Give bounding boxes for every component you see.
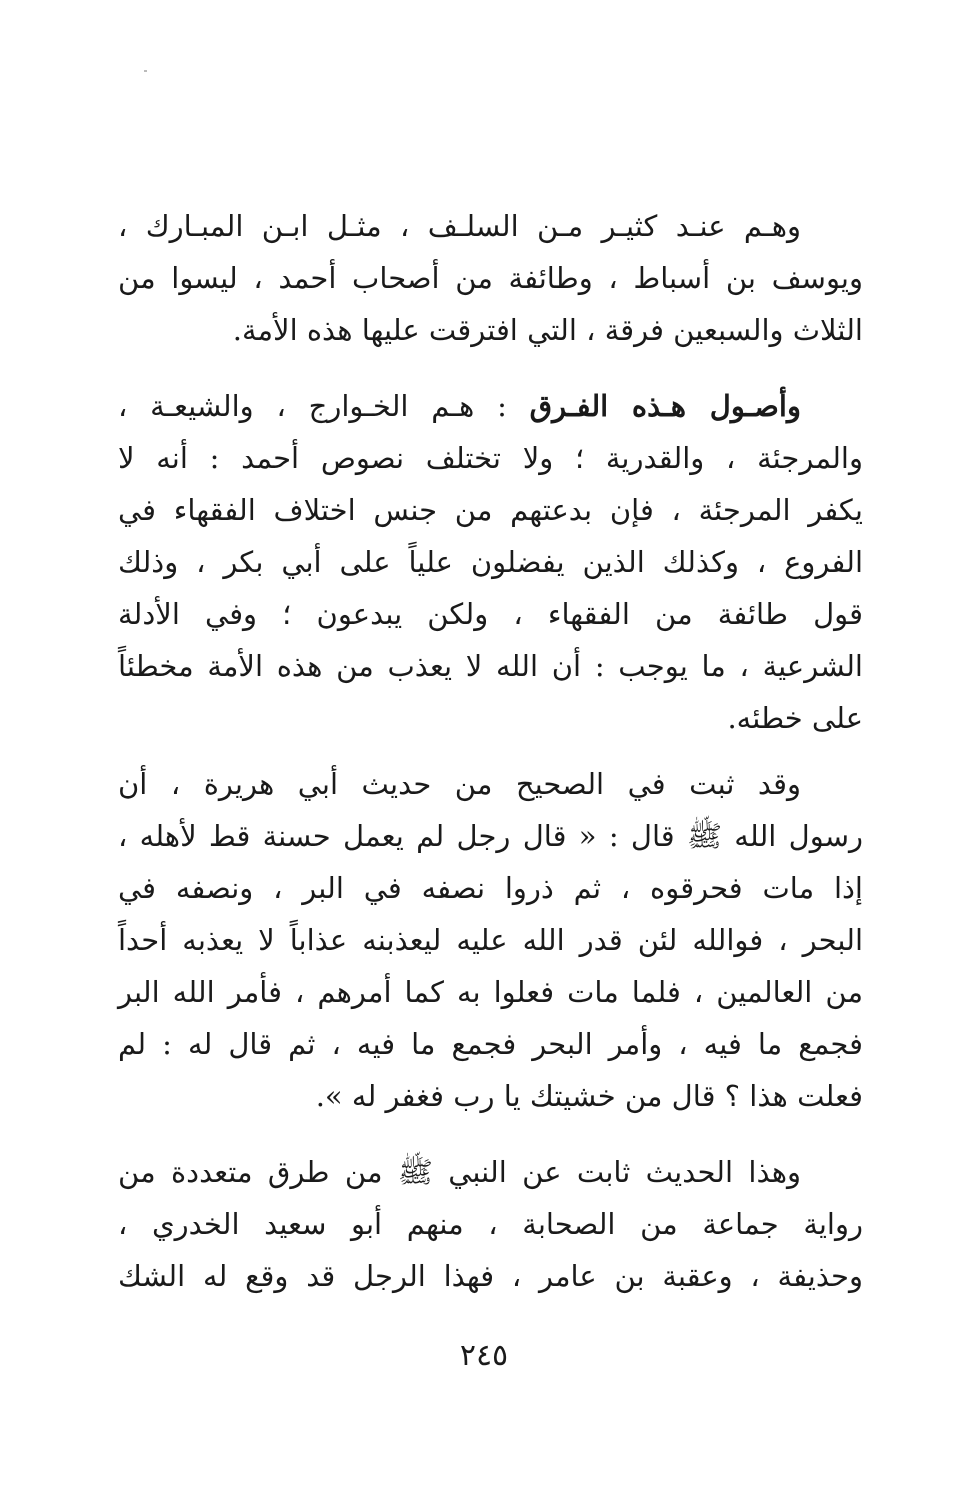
paragraph-2-line-6: الشرعية ، ما يوجب : أن الله لا يعذب من هذه الأمة مخطئاً: [118, 649, 863, 683]
paragraph-2-line-4: الفروع ، وكذلك الذين يفضلون علياً على أبي بكر ، وذلك: [118, 545, 863, 579]
paragraph-2-bold-lead: وأصـول هـذه الفـرق: [529, 389, 801, 423]
paragraph-4-line-3: وحذيفة ، وعقبة بن عامر ، فهذا الرجل قد وقع له الشك: [118, 1259, 863, 1293]
paragraph-3-line-3: إذا مات فحرقوه ، ثم ذروا نصفه في البر ، ونصفه في: [118, 871, 863, 905]
paragraph-2-line-1: [118, 380, 863, 432]
paragraph-3-line-2: رسول الله ﷺ قال : « قال رجل لم يعمل حسنة قط لأهله ،: [118, 819, 863, 853]
paragraph-3-line-7: فعلت هذا ؟ قال من خشيتك يا رب فغفر له ».: [315, 1079, 863, 1113]
scan-speck: [144, 70, 147, 72]
paragraph-4-line-1: وهذا الحديث ثابت عن النبي ﷺ من طرق متعددة من: [118, 1155, 801, 1189]
paragraph-3-line-5: من العالمين ، فلما مات فعلوا به كما أمرهم ، فأمر الله البر: [118, 975, 863, 1009]
paragraph-3-line-6: فجمع ما فيه ، وأمر البحر فجمع ما فيه ، ثم قال له : لم: [118, 1027, 863, 1061]
paragraph-2: [118, 380, 863, 744]
paragraph-1: [118, 200, 863, 356]
paragraph-4: [118, 1146, 863, 1302]
paragraph-2-line-5: قول طائفة من الفقهاء ، ولكن يبدعون ؛ وفي الأدلة: [118, 597, 863, 631]
paragraph-2-line-7: على خطئه.: [727, 701, 863, 735]
page-number: ٢٤٥: [459, 1338, 509, 1373]
paragraph-3-line-1: وقد ثبت في الصحيح من حديث أبي هريرة ، أن: [118, 767, 801, 801]
paragraph-2-line-3: يكفر المرجئة ، فإن بدعتهم من جنس اختلاف الفقهاء في: [118, 493, 863, 527]
paragraph-3-line-4: البحر ، فوالله لئن قدر الله عليه ليعذبنه عذاباً لا يعذبه أحداً: [118, 923, 863, 957]
paragraph-4-line-2: رواية جماعة من الصحابة ، منهم أبو سعيد الخدري ،: [118, 1207, 863, 1241]
paragraph-1-line-1: وهـم عنـد كثيـر مـن السلـف ، مثـل ابـن المبـارك ،: [118, 209, 801, 243]
paragraph-2-line-1-rest: : هـم الخـوارج ، والشيعـة ،: [118, 389, 530, 423]
paragraph-2-line-2: والمرجئة ، والقدرية ؛ ولا تختلف نصوص أحمد : أنه لا: [118, 441, 863, 475]
paragraph-1-line-3: الثلاث والسبعين فرقة ، التي افترقت عليها هذه الأمة.: [232, 313, 863, 347]
paragraph-1-line-2: ويوسف بن أسباط ، وطائفة من أصحاب أحمد ، ليسوا من: [118, 261, 863, 295]
paragraph-3: [118, 758, 863, 1122]
